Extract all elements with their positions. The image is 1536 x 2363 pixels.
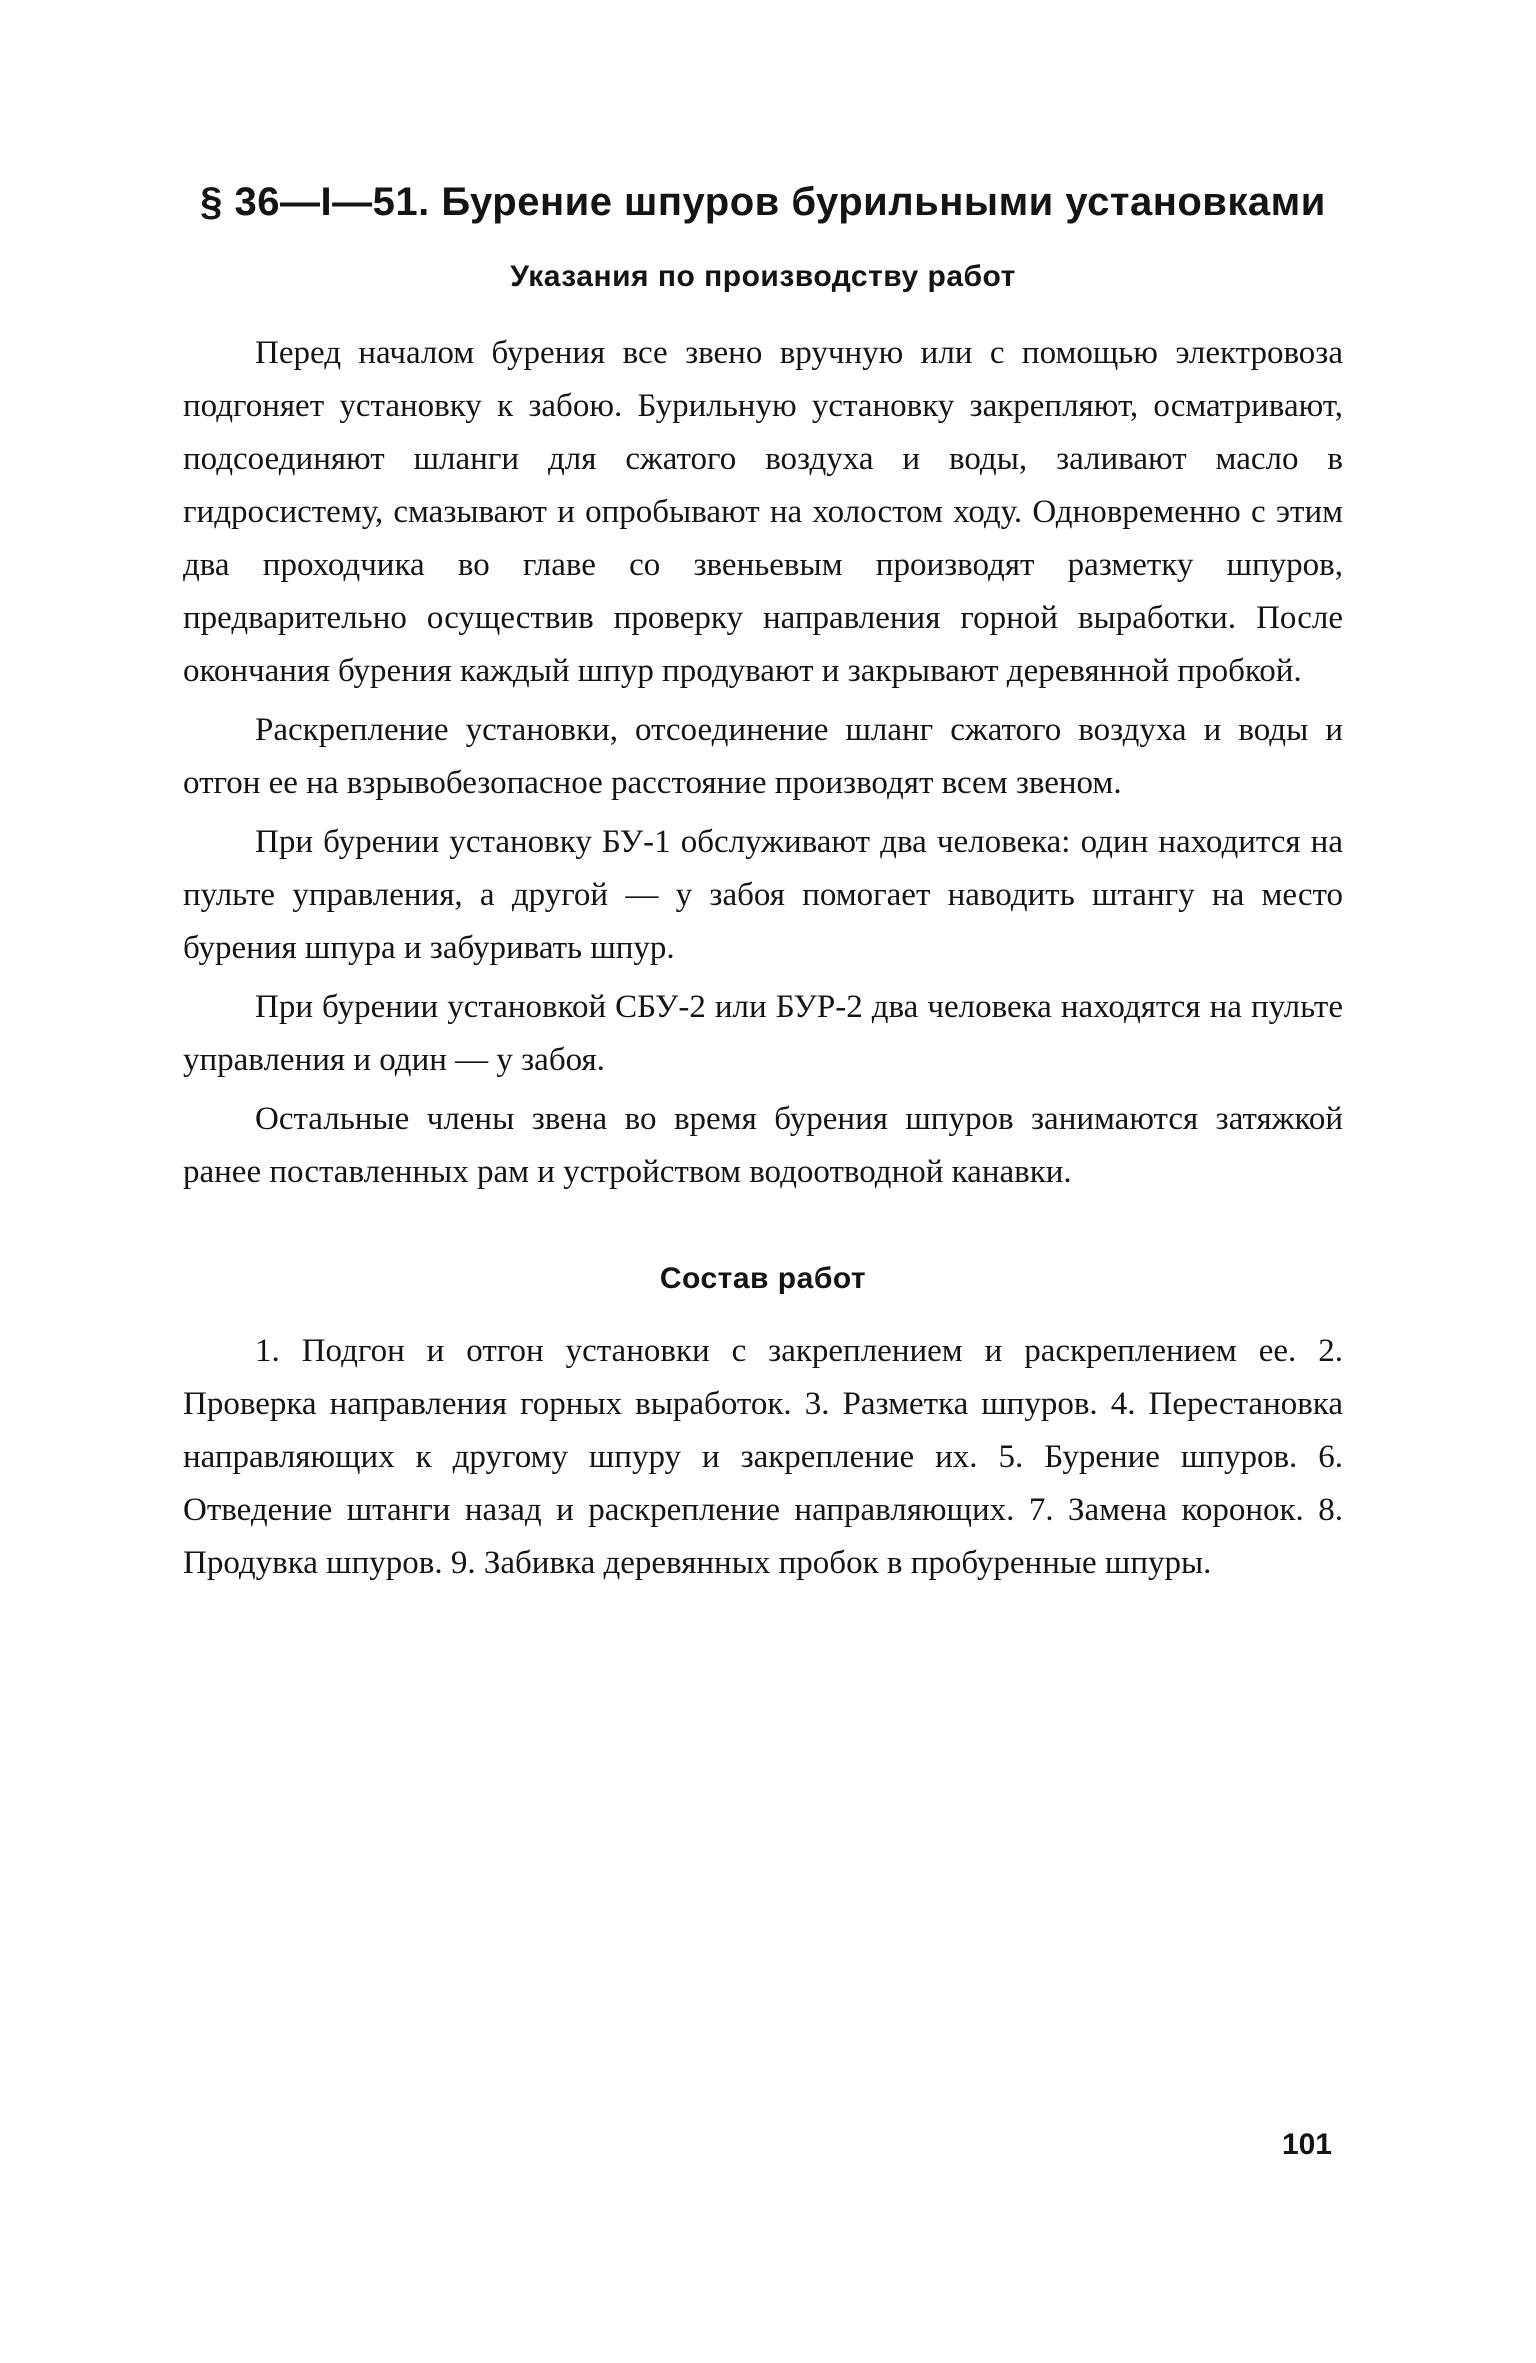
paragraph-bu1-crew: При бурении установку БУ-1 обслуживают два человека: один находится на пульте управления, а другой — у забоя помогает наводить штангу на место бурения шпура и забуривать шпур.	[183, 824, 1343, 966]
instructions-heading: Указания по производству работ	[510, 260, 1016, 293]
paragraph-other-members: Остальные члены звена во время бурения шпуров занимаются затяжкой ранее поставленных рам и устройством водоотводной канавки.	[183, 1101, 1343, 1190]
instructions-body	[183, 327, 1343, 1199]
page-number: 101	[1281, 2128, 1332, 2161]
paragraph-preparation: Перед началом бурения все звено вручную или с помощью электровоза подгоняет установку к забою. Бурильную установку закрепляют, осматривают, подсоединяют шланги для сжатого воздуха и воды, заливают масло в гидросистему, смазывают и опробывают на холостом ходу. Одновременно с этим два проходчика во главе со звеньевым производят разметку шпуров, предварительно осуществив проверку направления горной выработки. После окончания бурения каждый шпур продувают и закрывают деревянной пробкой.	[183, 335, 1343, 689]
paragraph-sbu2-crew: При бурении установкой СБУ-2 или БУР-2 два человека находятся на пульте управления и один — у забоя.	[183, 989, 1343, 1078]
paragraph-unfastening: Раскрепление установки, отсоединение шланг сжатого воздуха и воды и отгон ее на взрывобезопасное расстояние производят всем звеном.	[183, 712, 1343, 801]
works-list: 1. Подгон и отгон установки с закреплением и раскреплением ее. 2. Проверка направления горных выработок. 3. Разметка шпуров. 4. Перестановка направляющих к другому шпуру и закрепление их. 5. Бурение шпуров. 6. Отведение штанги назад и раскрепление направляющих. 7. Замена коронок. 8. Продувка шпуров. 9. Забивка деревянных пробок в пробуренные шпуры.	[183, 1333, 1343, 1581]
page-content	[183, 175, 1343, 1590]
works-heading: Состав работ	[659, 1262, 867, 1295]
section-title: § 36—I—51. Бурение шпуров бурильными установками	[200, 180, 1326, 224]
